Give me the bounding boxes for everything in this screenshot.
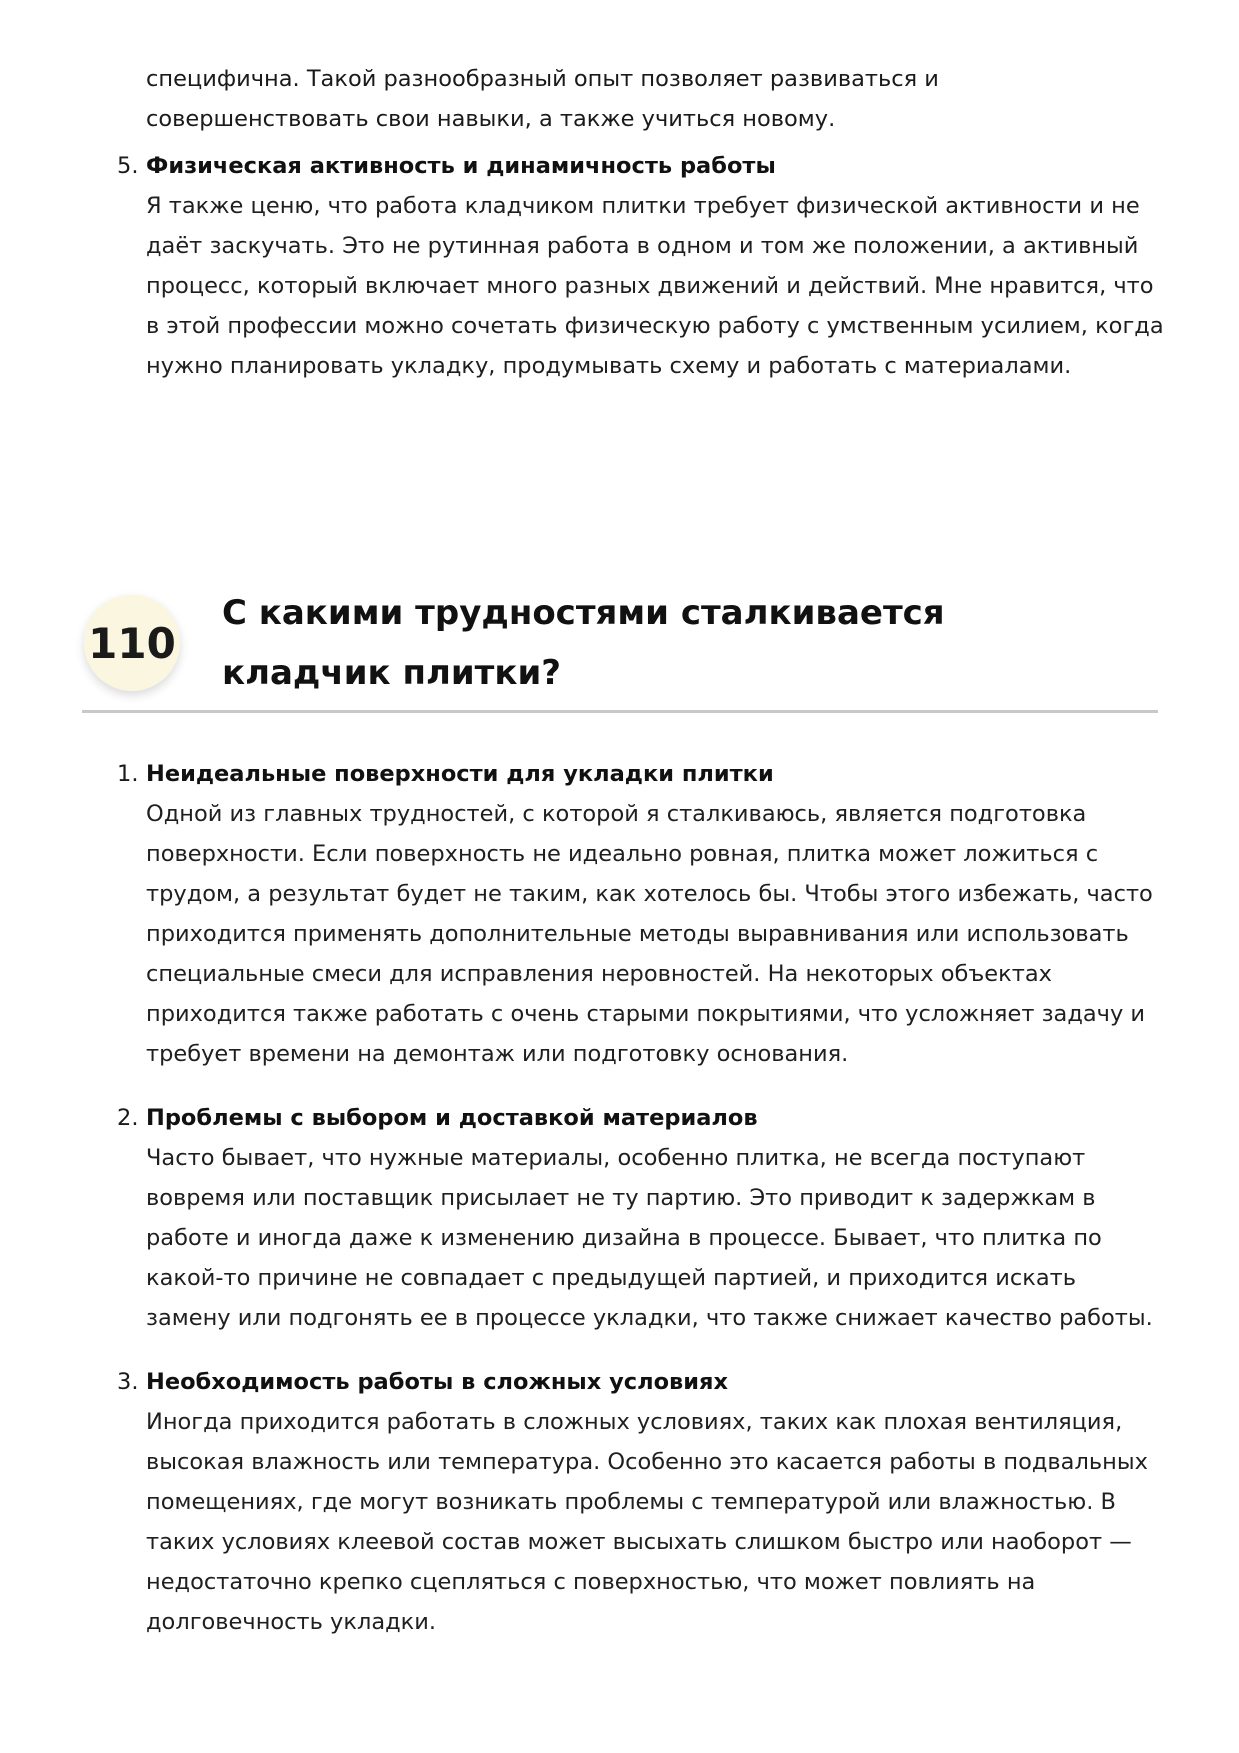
list-item-number: 3. [117,1369,139,1395]
list-item-text: Одной из главных трудностей, с которой я сталкиваюсь, является подготовка поверхности. Если поверхность не идеально ровная, плитка может ложиться с трудом, а результат будет не таким, как хотелось бы. Чтобы этого избежать, часто приходится применять дополнительные методы выравнивания или использовать специальные смеси для исправления неровностей. На некоторых объектах приходится также работать с очень старыми покрытиями, что усложняет задачу и требует времени на демонтаж или подготовку основания. [146,801,1153,1067]
previous-list [117,146,1166,410]
list-item [117,754,1166,1074]
list-item [117,146,1166,386]
section-divider [82,710,1158,713]
list-item-number: 1. [117,761,139,787]
section-number-badge: 110 [84,595,180,691]
difficulties-list [117,754,1166,1666]
list-item [117,1362,1166,1642]
section-title: С какими трудностями сталкивается кладчик плитки? [222,593,945,693]
list-item-number: 5. [117,153,139,179]
list-item-text: Я также ценю, что работа кладчиком плитки требует физической активности и не даёт заскучать. Это не рутинная работа в одном и том же положении, а активный процесс, который включает много разных движений и действий. Мне нравится, что в этой профессии можно сочетать физическую работу с умственным усилием, когда нужно планировать укладку, продумывать схему и работать с материалами. [146,193,1164,379]
list-item-text: Часто бывает, что нужные материалы, особенно плитка, не всегда поступают вовремя или поставщик присылает не ту партию. Это приводит к задержкам в работе и иногда даже к изменению дизайна в процессе. Бывает, что плитка по какой-то причине не совпадает с предыдущей партией, и приходится искать замену или подгонять ее в процессе укладки, что также снижает качество работы. [146,1145,1153,1331]
list-item-text: Иногда приходится работать в сложных условиях, таких как плохая вентиляция, высокая влажность или температура. Особенно это касается работы в подвальных помещениях, где могут возникать проблемы с температурой или влажностью. В таких условиях клеевой состав может высыхать слишком быстро или наоборот — недостаточно крепко сцепляться с поверхностью, что может повлиять на долговечность укладки. [146,1409,1148,1635]
list-item [117,1098,1166,1338]
list-item-title: Физическая активность и динамичность работы [146,153,776,179]
section-header [82,583,1162,713]
continued-paragraph: специфична. Такой разнообразный опыт позволяет развиваться и совершенствовать свои навыки, а также учиться новому. [146,66,939,132]
list-item-title: Необходимость работы в сложных условиях [146,1369,729,1395]
list-item-title: Неидеальные поверхности для укладки плитки [146,761,774,787]
list-item-number: 2. [117,1105,139,1131]
list-item-title: Проблемы с выбором и доставкой материалов [146,1105,758,1131]
